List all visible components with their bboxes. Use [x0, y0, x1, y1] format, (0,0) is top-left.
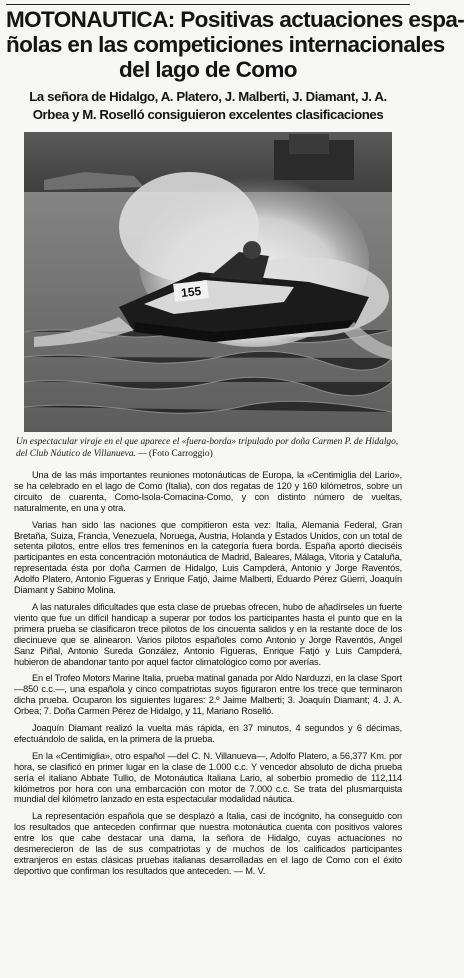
powerboat-image	[24, 132, 392, 432]
headline	[6, 7, 464, 82]
headline-line: MOTONAUTICA: Positivas actuaciones espa-	[6, 7, 464, 32]
headline-line: del lago de Como	[119, 57, 297, 82]
headline-line: ñolas en las competiciones internacionales	[6, 32, 445, 57]
article-body	[14, 470, 402, 877]
subheadline-line: La señora de Hidalgo, A. Platero, J. Malberti, J. Diamant, J. A.	[29, 89, 387, 104]
top-rule	[6, 4, 410, 5]
race-photo	[24, 132, 392, 432]
subheadline	[6, 88, 410, 124]
paragraph: A las naturales dificultades que esta clase de pruebas ofrecen, hubo de añadírseles un fuerte viento que fue un difícil handicap a superar por todos los participantes hasta el punto que en la primera prueba se clasificaron trece pilotos de los cincuenta salidos y en la restante doce de los diecinueve que se alinearon. Varios pilotos españoles como Antonio y Jorge Raventós, Angel Sanz Piñal, Antonio Sureda González, Antonio Figueras, Enrique Fatjó y Luis Campderá, hubieron de abandonar tanto por aquel factor climatológico como por averías.	[14, 601, 402, 667]
paragraph: En la «Centimiglia», otro español —del C. N. Villanueva—, Adolfo Platero, a 56,377 Km. por hora, se clasificó en primer lugar en la clase de 1.000 c.c. Y vencedor absoluto de dicha prueba sería el italiano Abbate Tullio, de Motonáutica Italiana Lario, al soberbio promedio de 112,114 kilómetros por hora con una embarcación con motor de 7.000 c.c. Se trata del plusmarquista mundial del kilómetro lanzado en esta espectacular modalidad náutica.	[14, 750, 402, 805]
subheadline-line: Orbea y M. Roselló consiguieron excelentes clasificaciones	[32, 107, 384, 122]
paragraph: Una de las más importantes reuniones motonáuticas de Europa, la «Centimiglia del Lario», se ha celebrado en el lago de Como (Italia), con dos regatas de 120 y 160 kilómetros, sobre un circuito de cuarenta, Como-Isola-Comacina-Como, y con distinto número de vueltas, naturalmente, en una y otra.	[14, 470, 402, 513]
photo-credit: (Foto Carroggio)	[148, 448, 213, 459]
paragraph: La representación española que se desplazó a Italia, casi de incógnito, ha conseguido con los resultados que anteceden confirmar que nuestra motonáutica cuenta con positivos valores entre los que cabe destacar una dama, la señora de Hidalgo, cuyas actuaciones no desmerecieron de las de sus compatriotas y de muchos de los calificados participantes extranjeros en estas clásicas pruebas italianas desarrolladas en el lago de Como con el éxito deportivo que confirman los resultados que anteceden. — M. V.	[14, 811, 402, 876]
paragraph: En el Trofeo Motors Marine Italia, prueba matinal ganada por Aldo Narduzzi, en la clase Sport —850 c.c.—, una española y cinco compatriotas suyos figuraron entre los trece que terminaron dicha prueba. Ocuparon los siguientes lugares: 2.º Jaime Malberti; 3. Joaquín Diamant; 4. J. A. Orbea; 7. Doña Carmen Pérez de Hidalgo, y 11, Mariano Roselló.	[14, 673, 402, 717]
hull-number: 155	[180, 283, 202, 301]
paragraph: Joaquín Diamant realizó la vuelta más rápida, en 37 minutos, 4 segundos y 6 décimas, efectuándolo de salida, en la primera de la prueba.	[14, 723, 402, 744]
photo-caption	[16, 437, 400, 460]
caption-text: Un espectacular viraje en el que aparece el «fuera-borda» tripulado por doña Carmen P. de Hidalgo, del Club Náutico de Villanueva. —	[16, 437, 399, 459]
paragraph: Varias han sido las naciones que compitieron esta vez: Italia, Alemania Federal, Gran Bretaña, Suiza, Francia, Venezuela, Noruega, Austria, Holanda y Estados Unidos, con un total de setenta pilotos, entre ellos tres femeninos en la categoría fuera borda. España aportó dieciséis participantes en esta concentración motonáutica de Madrid, Baleares, Málaga, Vitoria y Cataluña, representada ésta por doña Carmen de Hidalgo, Luis Campderá, Antonio y Jorge Raventós, Adolfo Platero, Antonio Figueras y Enrique Fatjó, Jaime Malberti, Eduardo Pérez Güerri, Joaquín Diamant y Sabino Molina.	[14, 519, 402, 596]
